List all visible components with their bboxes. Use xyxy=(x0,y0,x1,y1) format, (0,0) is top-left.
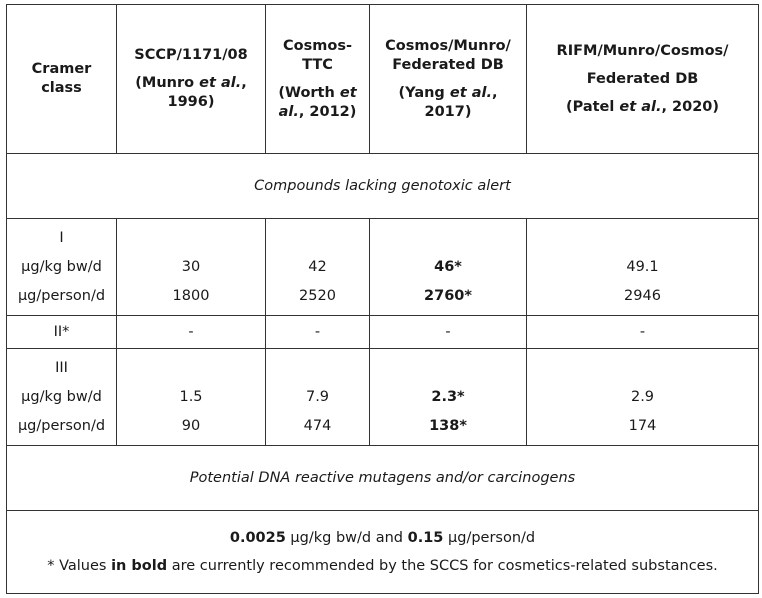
footer-row xyxy=(7,511,759,594)
class-i-sccp: 30 1800 xyxy=(117,219,266,316)
section-label-non-genotoxic: Compounds lacking genotoxic alert xyxy=(7,154,759,219)
class-iii-patel: 2.9 174 xyxy=(527,349,759,446)
header-sccp: SCCP/1171/08 (Munro et al., 1996) xyxy=(117,5,266,154)
class-i-cosmos: 42 2520 xyxy=(266,219,370,316)
class-ii-patel: - xyxy=(527,316,759,349)
class-i-patel: 49.1 2946 xyxy=(527,219,759,316)
class-i-yang: 46* 2760* xyxy=(370,219,527,316)
header-patel: RIFM/Munro/Cosmos/ Federated DB (Patel et al., 2020) xyxy=(527,5,759,154)
header-cosmos-ttc: Cosmos- TTC (Worth et al., 2012) xyxy=(266,5,370,154)
section-label-mutagens: Potential DNA reactive mutagens and/or carcinogens xyxy=(7,446,759,511)
footer-ttc-value: 0.0025 µg/kg bw/d and 0.15 µg/person/d xyxy=(229,530,536,546)
class-ii-cosmos: - xyxy=(266,316,370,349)
ttc-table-container xyxy=(6,4,758,594)
table-row-class-ii xyxy=(7,316,759,349)
ttc-values-table xyxy=(6,4,759,594)
class-ii-sccp: - xyxy=(117,316,266,349)
header-yang: Cosmos/Munro/ Federated DB (Yang et al., 2017) xyxy=(370,5,527,154)
class-iii-sccp: 1.5 90 xyxy=(117,349,266,446)
header-cramer-class: Cramer class xyxy=(7,5,117,154)
class-ii-label: II* xyxy=(7,316,117,349)
class-ii-yang: - xyxy=(370,316,527,349)
table-row-class-i xyxy=(7,219,759,316)
header-row xyxy=(7,5,759,154)
class-iii-labels: III µg/kg bw/d µg/person/d xyxy=(7,349,117,446)
section-row-non-genotoxic xyxy=(7,154,759,219)
class-iii-cosmos: 7.9 474 xyxy=(266,349,370,446)
class-iii-yang: 2.3* 138* xyxy=(370,349,527,446)
footer-cell xyxy=(7,511,759,594)
class-i-labels: I µg/kg bw/d µg/person/d xyxy=(7,219,117,316)
table-row-class-iii xyxy=(7,349,759,446)
footer-note: * Values in bold are currently recommended by the SCCS for cosmetics-related substances. xyxy=(47,558,718,574)
section-row-mutagens xyxy=(7,446,759,511)
